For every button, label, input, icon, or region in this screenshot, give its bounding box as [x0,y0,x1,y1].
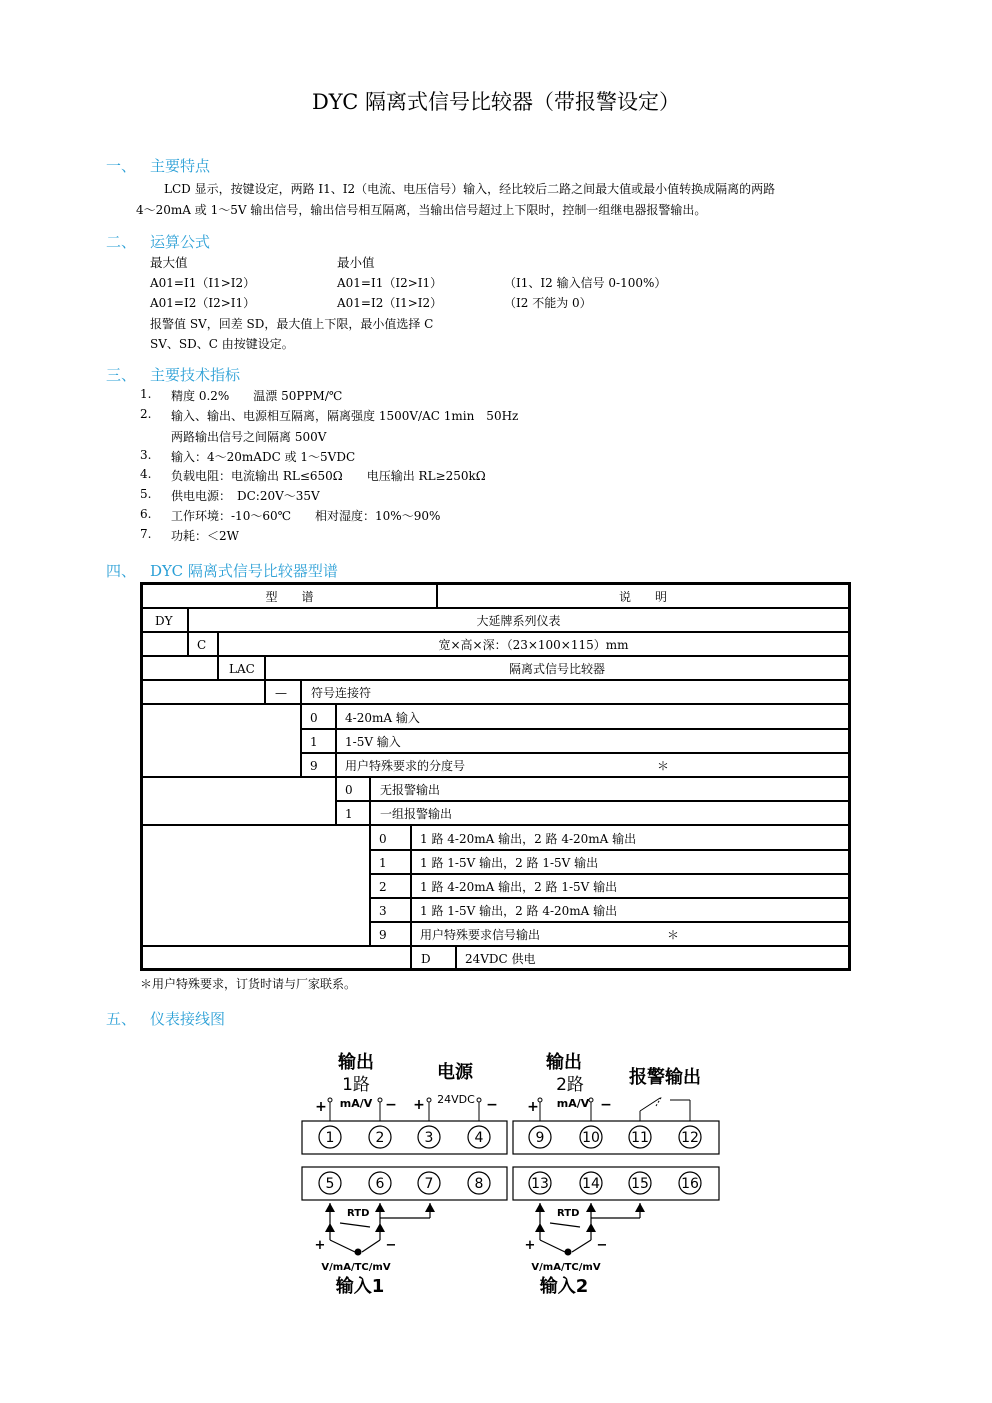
formula-max-1: A01=I1（I1>I2） [150,276,256,290]
formula-min-1: A01=I1（I2>I1） [337,276,443,290]
spec-number: 3. [140,448,152,462]
minus-sign: − [385,1097,397,1113]
table-rule [300,679,302,776]
input-code: 1 [310,735,318,749]
output-desc: 1 路 1-5V 输出，2 路 1-5V 输出 [420,856,599,870]
alarm-desc: 一组报警输出 [380,807,453,821]
input-desc: 4-20mA 输入 [345,711,420,725]
output-desc: 1 路 4-20mA 输出，2 路 4-20mA 输出 [420,832,637,846]
section-5-title: 仪表接线图 [150,1010,226,1028]
input-code: 9 [310,759,318,773]
table-rule [455,945,457,968]
output-desc: 1 路 4-20mA 输出，2 路 1-5V 输出 [420,880,618,894]
table-rule [300,728,848,730]
wiring-diagram [290,1040,730,1305]
table-rule [369,776,371,945]
formula-line-3: 报警值 SV，回差 SD，最大值上下限，最小值选择 C [150,317,434,331]
page-title: DYC 隔离式信号比较器（带报警设定） [311,90,681,114]
section-1-heading [106,155,210,176]
formula-note-1: （I1、I2 输入信号 0-100%） [504,276,667,290]
section-2-heading [106,231,210,252]
minus-sign: − [486,1097,498,1113]
spec-text: 工作环境：-10～60℃ 相对湿度：10%～90% [171,509,441,523]
terminal-number: 7 [424,1176,434,1192]
output1-unit: mA/V [339,1097,373,1110]
terminal-number: 10 [582,1130,600,1146]
spec-number: 4. [140,467,152,481]
power-desc: 24VDC 供电 [465,952,536,966]
table-rule [369,873,848,875]
terminal-number: 3 [424,1130,434,1146]
formula-note-2: （I2 不能为 0） [504,296,592,310]
spec-number: 5. [140,487,152,501]
spec-text: 输入：4～20mADC 或 1～5VDC [171,450,356,464]
table-rule [335,800,848,802]
plus-sign: + [314,1238,326,1253]
section-2-title: 运算公式 [150,233,211,251]
terminal-number: 14 [582,1176,600,1192]
section-1-title: 主要特点 [150,157,211,175]
table-rule [143,776,848,778]
minus-sign: − [600,1097,612,1113]
rtd-label-1: RTD [347,1208,370,1219]
table-rule [410,824,412,968]
output-desc: 用户特殊要求信号输出 [420,928,541,942]
input-desc: 用户特殊要求的分度号 [345,759,466,773]
input-code: 0 [310,711,318,725]
min-label: 最小值 [337,255,375,270]
table-rule [300,752,848,754]
rtd-label-2: RTD [557,1208,580,1219]
special-mark: ＊ [657,759,670,773]
section-2-number: 二、 [106,233,137,251]
terminal-number: 12 [681,1130,699,1146]
terminal-number: 9 [535,1130,545,1146]
output-code: 0 [379,832,387,846]
signal-types-1: V/mA/TC/mV [321,1262,391,1273]
table-rule [143,679,848,681]
section-3-title: 主要技术指标 [150,366,241,384]
output-code: 9 [379,928,387,942]
terminal-number: 8 [474,1176,484,1192]
terminal-number: 11 [631,1130,649,1146]
table-footnote: ＊用户特殊要求，订货时请与厂家联系。 [140,977,357,991]
formula-line-4: SV、SD、C 由按键设定。 [150,337,294,351]
power-title: 电源 [437,1062,473,1083]
output-code: 2 [379,880,387,894]
spec-number: 7. [140,527,152,541]
minus-sign: − [596,1238,608,1253]
table-rule [143,655,848,657]
section-1-number: 一、 [106,157,137,175]
power-unit: 24VDC [437,1093,475,1106]
plus-sign: + [524,1238,536,1253]
table-rule [335,703,337,824]
table-rule [143,631,848,633]
model-table [140,582,851,971]
desc-c: 宽×高×深：（23×100×115）mm [438,638,629,652]
output1-title: 输出 [338,1052,374,1073]
formula-min-2: A01=I2（I1>I2） [337,296,443,310]
output2-unit: mA/V [556,1097,590,1110]
section-3-number: 三、 [106,366,137,384]
max-label: 最大值 [150,255,188,270]
terminal-number: 16 [681,1176,699,1192]
section-3-heading [106,364,240,385]
section-4-number: 四、 [106,562,137,580]
desc-dash: 符号连接符 [311,686,372,700]
features-line-1: LCD 显示，按键设定，两路 I1、I2（电流、电压信号）输入，经比较后二路之间最大值或最小值转换成隔离的两路 [164,182,776,196]
alarm-output-title: 报警输出 [629,1067,701,1088]
spec-text: 精度 0.2% 温漂 50PPM/℃ [171,389,343,403]
desc-lac: 隔离式信号比较器 [508,662,605,676]
output2-sub: 2路 [556,1075,584,1095]
section-4-heading [106,560,338,581]
alarm-desc: 无报警输出 [380,783,441,797]
spec-text: 功耗：＜2W [171,529,239,543]
desc-dy: 大延牌系列仪表 [476,614,561,628]
alarm-code: 0 [345,783,353,797]
plus-sign: + [315,1099,327,1115]
signal-types-2: V/mA/TC/mV [531,1262,601,1273]
table-rule [143,945,848,947]
spec-number: 2. [140,407,152,421]
input-desc: 1-5V 输入 [345,735,401,749]
output-code: 3 [379,904,387,918]
output-code: 1 [379,856,387,870]
terminal-number: 6 [375,1176,385,1192]
spec-text: 两路输出信号之间隔离 500V [171,430,327,444]
terminal-number: 5 [325,1176,335,1192]
power-code: D [421,952,431,966]
features-line-2: 4～20mA 或 1～5V 输出信号，输出信号相互隔离，当输出信号超过上下限时，控制一组继电器报警输出。 [136,203,707,217]
alarm-code: 1 [345,807,353,821]
table-rule [143,607,848,609]
table-rule [369,897,848,899]
output1-sub: 1路 [342,1075,370,1095]
terminal-number: 1 [325,1130,335,1146]
code-c: C [197,638,207,652]
output-desc: 1 路 1-5V 输出，2 路 4-20mA 输出 [420,904,618,918]
plus-sign: + [527,1099,539,1115]
terminal-number: 15 [631,1176,649,1192]
table-rule [369,849,848,851]
plus-sign: + [413,1097,425,1113]
code-dy: DY [155,614,173,628]
spec-number: 1. [140,387,152,401]
section-4-title: DYC 隔离式信号比较器型谱 [150,562,338,580]
spec-text: 负载电阻：电流输出 RL≤650Ω 电压输出 RL≥250kΩ [171,469,486,483]
formula-max-2: A01=I2（I2>I1） [150,296,256,310]
table-header-model: 型 谱 [265,590,314,604]
table-rule [369,921,848,923]
table-rule [143,824,848,826]
input1-label: 输入1 [335,1276,385,1297]
section-5-number: 五、 [106,1010,137,1028]
terminal-number: 13 [531,1176,549,1192]
code-lac: LAC [229,662,255,676]
section-5-heading [106,1008,225,1029]
spec-text: 输入、输出、电源相互隔离，隔离强度 1500V/AC 1min 50Hz [171,409,519,423]
terminal-number: 2 [375,1130,385,1146]
special-mark: ＊ [667,928,680,942]
table-header-description: 说 明 [618,590,667,604]
terminal-number: 4 [474,1130,484,1146]
table-rule [143,703,848,705]
code-dash: — [275,686,287,700]
spec-number: 6. [140,507,152,521]
input2-label: 输入2 [539,1276,589,1297]
output2-title: 输出 [546,1052,582,1073]
minus-sign: − [385,1238,397,1253]
spec-text: 供电电源： DC:20V～35V [171,489,320,503]
